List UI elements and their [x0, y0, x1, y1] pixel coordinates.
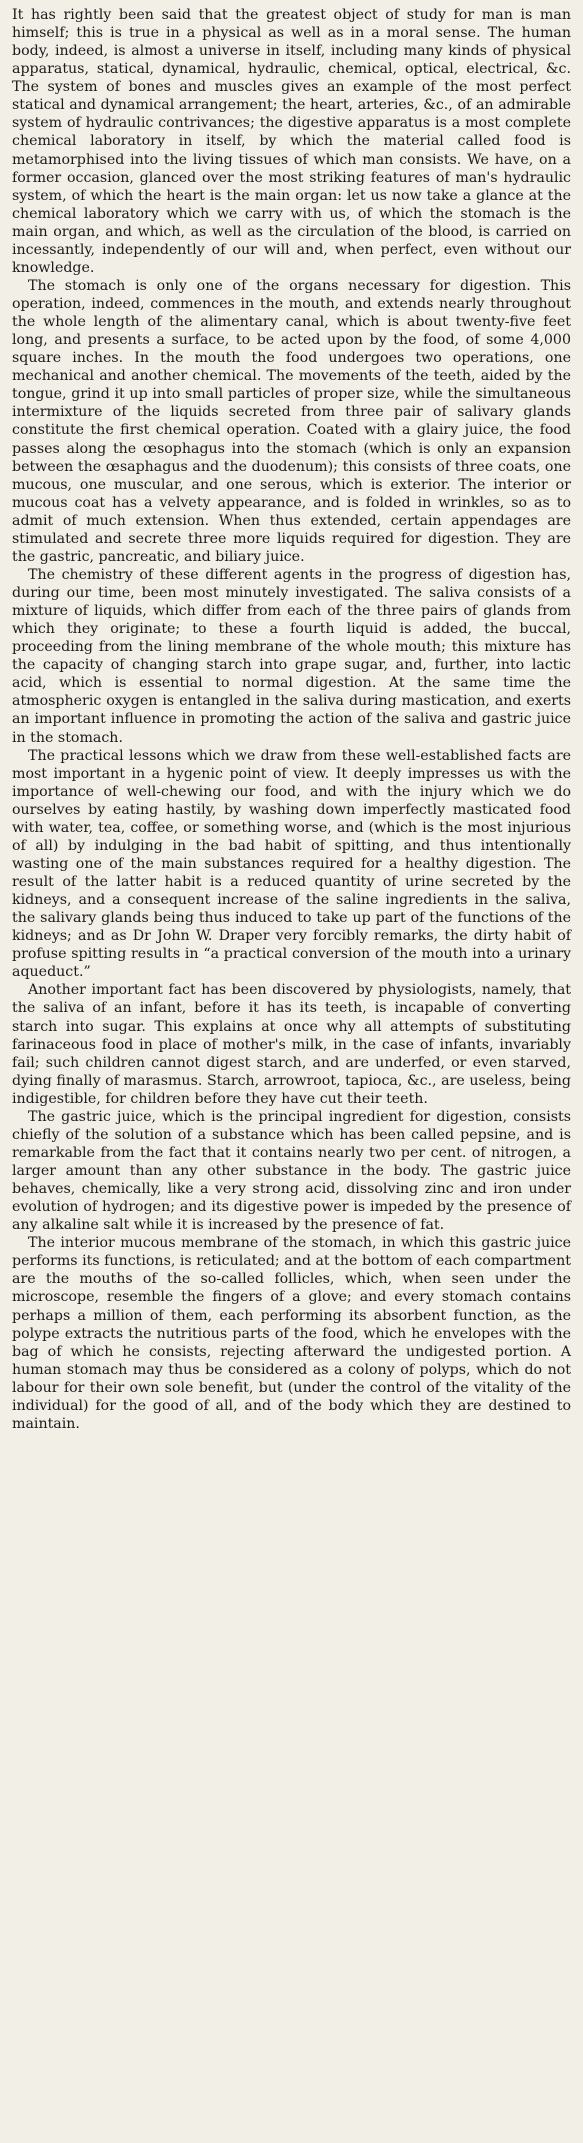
article-paragraph-7: The interior mucous membrane of the stomach, in which this gastric juice performs its functions, is reticulated; and at the bottom of each compartment are the mouths of the so-called follicles, which, when seen under the microscope, resemble the fingers of a glove; and every stomach contains perhaps a million of them, each performing its absorbent function, as the polype extracts the nutritious parts of the food, which he envelopes with the bag of which he consists, rejecting afterward the undigested portion. A human stomach may thus be considered as a colony of polyps, which do not labour for their own sole benefit, but (under the control of the vitality of the individual) for the good of all, and of the body which they are destined to maintain.: [12, 1235, 571, 1432]
article-paragraph-4: The practical lessons which we draw from these well-established facts are most important in a hygenic point of view. It deeply impresses us with the importance of well-chewing our food, and with the injury which we do ourselves by eating hastily, by washing down imperfectly masticated food with water, tea, coffee, or something worse, and (which is the most injurious of all) by indulging in the bad habit of spitting, and thus intentionally wasting one of the main substances required for a healthy digestion. The result of the latter habit is a reduced quantity of urine secreted by the kidneys, and a consequent increase of the saline ingredients in the saliva, the salivary glands being thus induced to take up part of the functions of the kidneys; and as Dr John W. Draper very forcibly remarks, the dirty habit of profuse spitting results in “a practical conversion of the mouth into a urinary aqueduct.”: [12, 747, 571, 981]
article-paragraph-2: The stomach is only one of the organs necessary for digestion. This operation, indeed, commences in the mouth, and extends nearly throughout the whole length of the alimentary canal, which is about twenty-five feet long, and presents a surface, to be acted upon by the food, of some 4,000 square inches. In the mouth the food undergoes two operations, one mechanical and another chemical. The movements of the teeth, aided by the tongue, grind it up into small particles of proper size, while the simultaneous intermixture of the liquids secreted from three pair of salivary glands constitute the first chemical operation. Coated with a glairy juice, the food passes along the œsophagus into the stomach (which is only an expansion between the œsaphagus and the duodenum); this consists of three coats, one mucous, one muscular, and one serous, which is exterior. The interior or mucous coat has a velvety appearance, and is folded in wrinkles, so as to admit of much extension. When thus extended, certain appendages are stimulated and secrete three more liquids required for digestion. They are the gastric, pancreatic, and biliary juice.: [12, 277, 571, 565]
article-paragraph-6: The gastric juice, which is the principal ingredient for digestion, consists chiefly of the solution of a substance which has been called pepsine, and is remarkable from the fact that it contains nearly two per cent. of nitrogen, a larger amount than any other substance in the body. The gastric juice behaves, chemically, like a very strong acid, dissolving zinc and iron under evolution of hydrogen; and its digestive power is impeded by the presence of any alkaline salt while it is increased by the presence of fat.: [12, 1108, 571, 1234]
article-paragraph-5: Another important fact has been discovered by physiologists, namely, that the saliva of an infant, before it has its teeth, is incapable of converting starch into sugar. This explains at once why all attempts of substituting farinaceous food in place of mother's milk, in the case of infants, invariably fail; such children cannot digest starch, and are underfed, or even starved, dying finally of marasmus. Starch, arrowroot, tapioca, &c., are useless, being indigestible, for children before they have cut their teeth.: [12, 982, 571, 1107]
article-paragraph-3: The chemistry of these different agents in the progress of digestion has, during our time, been most minutely investigated. The saliva consists of a mixture of liquids, which differ from each of the three pairs of glands from which they originate; to these a fourth liquid is added, the buccal, proceeding from the lining membrane of the whole mouth; this mixture has the capacity of changing starch into grape sugar, and, further, into lactic acid, which is essential to normal digestion. At the same time the atmospheric oxygen is entangled in the saliva during mastication, and exerts an important influence in promoting the action of the saliva and gastric juice in the stomach.: [12, 566, 571, 746]
article-paragraph-1: It has rightly been said that the greatest object of study for man is man himself; this is true in a physical as well as in a moral sense. The human body, indeed, is almost a universe in itself, including many kinds of physical apparatus, statical, dynamical, hydraulic, chemical, optical, electrical, &c. The system of bones and muscles gives an example of the most perfect statical and dynamical arrangement; the heart, arteries, &c., of an admirable system of hydraulic contrivances; the digestive apparatus is a most complete chemical laboratory in itself, by which the material called food is metamorphised into the living tissues of which man consists. We have, on a former occasion, glanced over the most striking features of man's hydraulic system, of which the heart is the main organ: let us now take a glance at the chemical laboratory which we carry with us, of which the stomach is the main organ, and which, as well as the circulation of the blood, is carried on incessantly, independently of our will and, when perfect, even without our knowledge.: [12, 7, 571, 276]
